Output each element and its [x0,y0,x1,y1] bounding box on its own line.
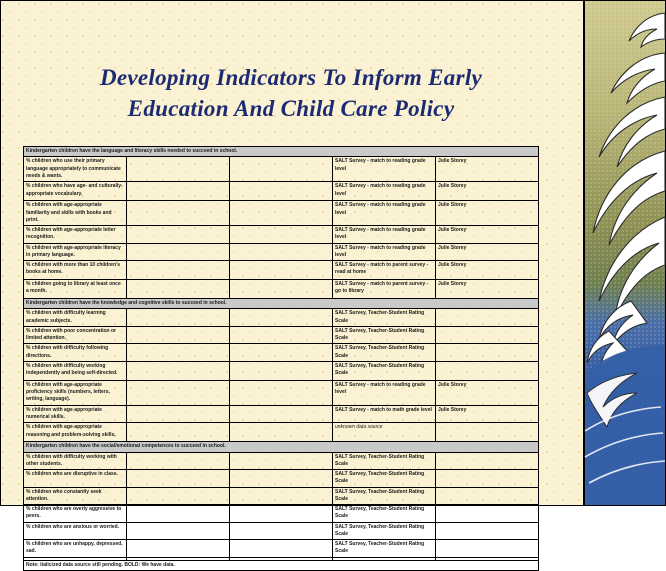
owner-cell: Julie Storey [436,226,539,244]
owner-cell [436,452,539,470]
target-cell [230,344,333,362]
section-header-label: Kindergarten children have the knowledge and cognitive skills to succeed in school. [24,299,539,309]
target-cell [230,470,333,488]
table-row [24,157,539,182]
owner-cell [436,505,539,523]
owner-cell [436,487,539,505]
data-source-cell: SALT Survey - match to reading grade level [333,182,436,201]
target-cell [230,182,333,201]
owner-cell [436,470,539,488]
title-line-2: Education And Child Care Policy [127,95,455,121]
table-row [24,201,539,226]
indicator-cell: % children who are anxious or worried. [24,522,127,540]
table-row [24,522,539,540]
target-cell [230,226,333,244]
table-note-row [24,560,539,570]
measure-cell [127,226,230,244]
measure-cell [127,201,230,226]
target-cell [230,540,333,558]
data-source-cell: SALT Survey - match to reading grade level [333,243,436,261]
data-source-cell: SALT Survey - match to reading grade level [333,380,436,405]
target-cell [230,487,333,505]
title-line-1: Developing Indicators To Inform Early [99,65,483,90]
owner-cell: Julie Storey [436,280,539,299]
table-row [24,452,539,470]
owner-cell [436,522,539,540]
indicator-cell: % children who are unhappy, depressed, sad. [24,540,127,558]
measure-cell [127,361,230,380]
data-source-cell: SALT Survey, Teacher-Student Rating Scale [333,522,436,540]
data-source-cell: SALT Survey - match to parent survey - go to library [333,280,436,299]
table-row [24,309,539,327]
indicator-cell: % children with age-appropriate letter recognition. [24,226,127,244]
table-row [24,405,539,423]
indicators-table-container [23,146,539,571]
indicator-cell: % children with age-appropriate literacy in primary language. [24,243,127,261]
measure-cell [127,540,230,558]
indicator-cell: % children with age-appropriate familiarity and skills with books and print. [24,201,127,226]
owner-cell: Julie Storey [436,157,539,182]
target-cell [230,380,333,405]
table-row [24,540,539,558]
table-row [24,470,539,488]
indicator-cell: % children who use their primary language appropriately to communicate needs & wants. [24,157,127,182]
target-cell [230,326,333,344]
measure-cell [127,452,230,470]
data-source-cell: SALT Survey, Teacher-Student Rating Scale [333,540,436,558]
target-cell [230,309,333,327]
section-header-label: Kindergarten children have the language and literacy skills needed to succeed in school. [24,147,539,157]
page-title [41,63,541,125]
target-cell [230,423,333,442]
table-row [24,344,539,362]
indicator-cell: % children with more than 10 children's books at home. [24,261,127,280]
owner-cell [436,309,539,327]
table-row [24,243,539,261]
data-source-cell: SALT Survey - match to math grade level [333,405,436,423]
indicator-cell: % children with difficulty learning academic subjects. [24,309,127,327]
target-cell [230,522,333,540]
measure-cell [127,261,230,280]
owner-cell: Julie Storey [436,201,539,226]
measure-cell [127,243,230,261]
table-row [24,380,539,405]
data-source-cell: SALT Survey, Teacher-Student Rating Scale [333,326,436,344]
indicator-cell: % children with age-appropriate reasoning and problem-solving skills. [24,423,127,442]
table-row [24,326,539,344]
indicator-cell: % children with age-appropriate numerical skills. [24,405,127,423]
table-row [24,280,539,299]
indicator-cell: % children who constantly seek attention. [24,487,127,505]
table-row [24,487,539,505]
measure-cell [127,423,230,442]
target-cell [230,361,333,380]
data-source-cell: SALT Survey, Teacher-Student Rating Scale [333,361,436,380]
section-header-label: Kindergarten children have the social/emotional competences to succeed in school. [24,442,539,452]
target-cell [230,505,333,523]
data-source-cell: SALT Survey, Teacher-Student Rating Scale [333,344,436,362]
target-cell [230,280,333,299]
measure-cell [127,157,230,182]
data-source-cell: SALT Survey, Teacher-Student Rating Scale [333,487,436,505]
measure-cell [127,380,230,405]
target-cell [230,405,333,423]
measure-cell [127,470,230,488]
owner-cell: Julie Storey [436,182,539,201]
data-source-cell: SALT Survey - match to parent survey - read at home [333,261,436,280]
data-source-cell: SALT Survey, Teacher-Student Rating Scale [333,505,436,523]
measure-cell [127,182,230,201]
indicator-cell: % children with age-appropriate proficiency skills (numbers, letters, writing, language). [24,380,127,405]
table-row [24,182,539,201]
data-source-cell: SALT Survey, Teacher-Student Rating Scale [333,470,436,488]
owner-cell [436,344,539,362]
target-cell [230,157,333,182]
table-note-label: Note: italicized data source still pending. BOLD: We have data. [24,560,539,570]
table-section-header-row [24,299,539,309]
target-cell [230,243,333,261]
table-row [24,505,539,523]
measure-cell [127,280,230,299]
indicator-cell: % children who are overly aggressive to peers. [24,505,127,523]
owner-cell: Julie Storey [436,405,539,423]
measure-cell [127,344,230,362]
data-source-cell: SALT Survey - match to reading grade level [333,157,436,182]
table-row [24,226,539,244]
measure-cell [127,505,230,523]
owner-cell [436,540,539,558]
data-source-cell: SALT Survey, Teacher-Student Rating Scale [333,452,436,470]
indicator-cell: % children with difficulty working independently and being self-directed. [24,361,127,380]
indicator-cell: % children with difficulty working with other students. [24,452,127,470]
table-row [24,361,539,380]
owner-cell [436,361,539,380]
target-cell [230,261,333,280]
indicator-cell: % children with poor concentration or limited attention. [24,326,127,344]
owner-cell [436,326,539,344]
measure-cell [127,405,230,423]
target-cell [230,452,333,470]
owner-cell [436,423,539,442]
owner-cell: Julie Storey [436,261,539,280]
data-source-cell: unknown data source [333,423,436,442]
table-section-header-row [24,147,539,157]
owner-cell: Julie Storey [436,243,539,261]
table-row [24,423,539,442]
data-source-cell: SALT Survey, Teacher-Student Rating Scale [333,309,436,327]
target-cell [230,201,333,226]
measure-cell [127,326,230,344]
data-source-cell: SALT Survey - match to reading grade level [333,226,436,244]
table-row [24,261,539,280]
measure-cell [127,522,230,540]
indicator-cell: % children with difficulty following directions. [24,344,127,362]
indicators-table [23,146,539,571]
owner-cell: Julie Storey [436,380,539,405]
measure-cell [127,309,230,327]
indicator-cell: % children who are disruptive in class. [24,470,127,488]
data-source-cell: SALT Survey - match to reading grade level [333,201,436,226]
table-section-header-row [24,442,539,452]
indicators-table-body [24,147,539,571]
measure-cell [127,487,230,505]
indicator-cell: % children going to library at least once a month. [24,280,127,299]
hokusai-wave-icon [585,1,665,505]
indicator-cell: % children who have age- and culturally-appropriate vocabulary. [24,182,127,201]
